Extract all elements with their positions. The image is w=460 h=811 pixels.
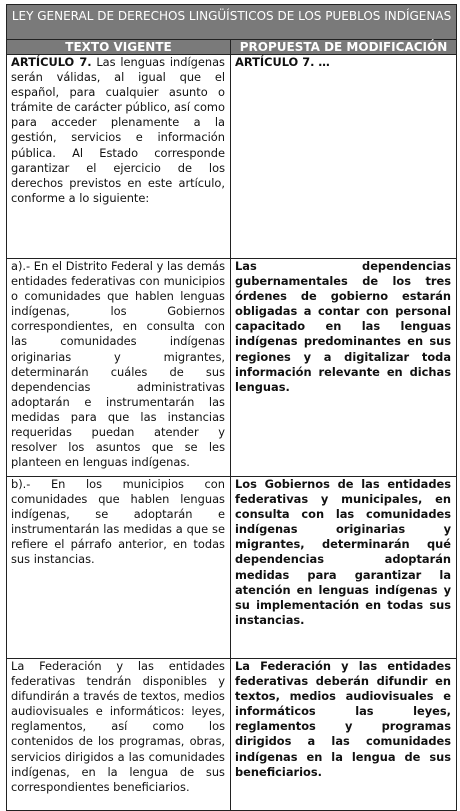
right-cell: [231, 259, 457, 477]
cell-text: Las lenguas indígenas serán válidas, al igual que el español, para cualquier asunto o trámite de carácter público, así como para acceder plenamente a la gestión, servicios e información pública. Al Estado corresponde garantizar el ejercicio de los derechos previstos en este artículo, conforme a lo siguiente:: [11, 55, 225, 205]
left-cell: [7, 659, 231, 811]
table-title: LEY GENERAL DE DERECHOS LINGÜÍSTICOS DE LOS PUEBLOS INDÍGENAS: [7, 5, 457, 40]
right-cell: [231, 659, 457, 811]
table-row: [7, 659, 457, 811]
table-row: [7, 259, 457, 477]
left-cell: [7, 55, 231, 259]
right-cell: [231, 55, 457, 259]
header-propuesta: PROPUESTA DE MODIFICACIÓN: [231, 40, 457, 55]
right-cell: [231, 477, 457, 659]
cell-text: ARTÍCULO 7. …: [235, 55, 330, 69]
left-cell: [7, 477, 231, 659]
table-row: [7, 477, 457, 659]
cell-text: La Federación y las entidades federativas tendrán disponibles y difundirán a través de textos, medios audiovisuales e informáticos: leyes, reglamentos, así como los contenidos de los programas, obras, servicios dirigidos a las comunidades indígenas, en la lengua de sus correspondientes beneficiarios.: [11, 659, 225, 794]
header-texto-vigente: TEXTO VIGENTE: [7, 40, 231, 55]
comparison-table: [6, 4, 457, 811]
cell-text: Los Gobiernos de las entidades federativas y municipales, en consulta con las comunidades indígenas originarias y migrantes, determinarán qué dependencias adoptarán medidas para garantizar la atención en lenguas indígenas y su implementación en todas sus instancias.: [235, 477, 452, 627]
article-label: ARTÍCULO 7.: [11, 55, 92, 69]
cell-text: La Federación y las entidades federativas deberán difundir en textos, medios audiovisuales e informáticos las leyes, reglamentos y programas dirigidos a las comunidades indígenas en la lengua de sus beneficiarios.: [235, 659, 452, 779]
cell-text: Las dependencias gubernamentales de los tres órdenes de gobierno estarán obligadas a contar con personal capacitado en las lenguas indígenas predominantes en sus regiones y a digitalizar toda información relevante en dichas lenguas.: [235, 259, 452, 394]
header-row: [7, 40, 457, 55]
left-cell: [7, 259, 231, 477]
table-row: [7, 55, 457, 259]
cell-text: b).- En los municipios con comunidades que hablen lenguas indígenas, se adoptarán e instrumentarán las medidas a que se refiere el párrafo anterior, en todas sus instancias.: [11, 477, 225, 567]
title-row: [7, 5, 457, 40]
cell-text: a).- En el Distrito Federal y las demás entidades federativas con municipios o comunidades que hablen lenguas indígenas, los Gobiernos correspondientes, en consulta con las comunidades indígenas originarias y migrantes, determinarán cuáles de sus dependencias administrativas adoptarán e instrumentarán las medidas para que las instancias requeridas puedan atender y resolver los asuntos que se les planteen en lenguas indígenas.: [11, 259, 225, 470]
